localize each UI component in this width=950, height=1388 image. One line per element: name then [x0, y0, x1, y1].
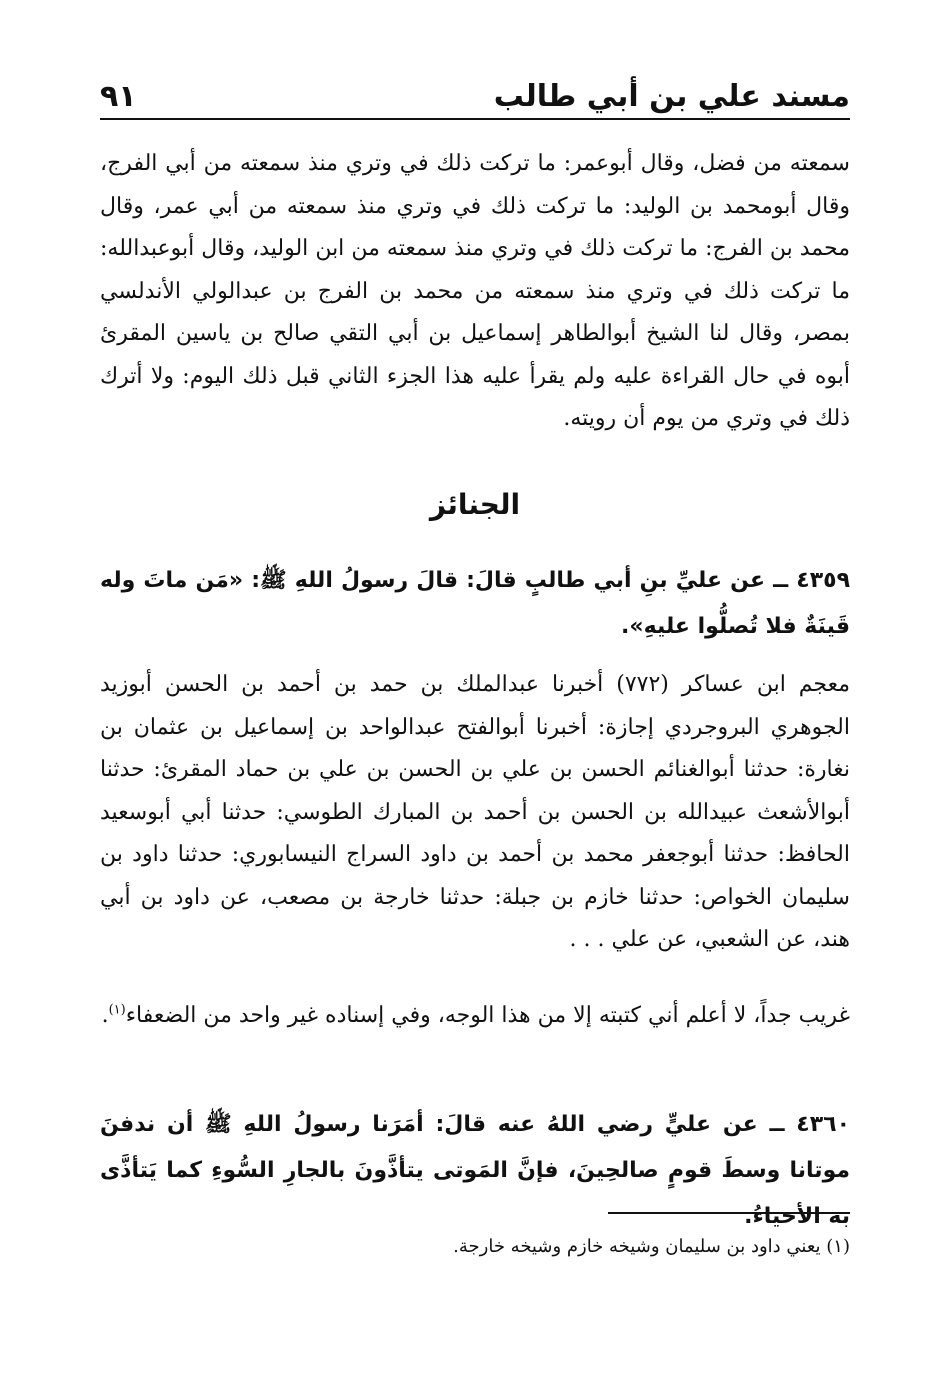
comment-paragraph — [100, 995, 850, 1038]
comment-text: غريب جداً، لا أعلم أني كتبته إلا من هذا الوجه، وفي إسناده غير واحد من الضعفاء — [125, 1003, 850, 1028]
footnote: (١) يعني داود بن سليمان وشيخه خازم وشيخه خارجة. — [453, 1236, 850, 1257]
hadith-4360: ٤٣٦٠ ــ عن عليٍّ رضي اللهُ عنه قالَ: أمَرَنا رسولُ اللهِ ﷺ أن ندفنَ موتانا وسطَ قومٍ صالحِينَ، فإنَّ المَوتى يتأذَّونَ بالجارِ السُّوءِ كما يَتأذَّى به الأحياءُ. — [100, 1112, 850, 1229]
comment-end: . — [101, 1003, 109, 1028]
source-paragraph: معجم ابن عساكر (٧٧٢) أخبرنا عبدالملك بن حمد بن أحمد بن الحسن أبوزيد الجوهري البروجردي إجازة: أخبرنا أبوالفتح عبدالواحد بن إسماعيل بن عثمان بن نغارة: حدثنا أبوالغنائم الحسن بن علي بن الحسن بن علي بن حماد المقرئ: حدثنا أبوالأشعث عبيدالله بن الحسن بن أحمد بن المبارك الطوسي: حدثنا أبي أبوسعيد الحافظ: حدثنا أبوجعفر محمد بن أحمد بن داود السراج النيسابوري: حدثنا داود بن سليمان الخواص: حدثنا خازم بن جبلة: حدثنا خارجة بن مصعب، عن داود بن أبي هند، عن الشعبي، عن علي . . . — [100, 672, 850, 952]
section-heading: الجنائز — [429, 488, 521, 521]
footnote-rule — [608, 1212, 850, 1214]
hadith-4359: ٤٣٥٩ ــ عن عليِّ بنِ أبي طالبٍ قالَ: قالَ رسولُ اللهِ ﷺ: «مَن ماتَ وله قَينَةٌ فلا تُصلُّوا عليهِ». — [100, 568, 850, 639]
header-rule — [100, 118, 850, 120]
page-number: ٩١ — [100, 79, 137, 114]
running-title: مسند علي بن أبي طالب — [493, 79, 850, 114]
intro-paragraph: سمعته من فضل، وقال أبوعمر: ما تركت ذلك في وتري منذ سمعته من أبي الفرج، وقال أبومحمد بن الوليد: ما تركت ذلك في وتري منذ سمعته من أبي عمر، وقال محمد بن الفرج: ما تركت ذلك في وتري منذ سمعته من ابن الوليد، وقال أبوعبدالله: ما تركت ذلك في وتري منذ سمعته من محمد بن الفرج بن عبدالولي الأندلسي بمصر، وقال لنا الشيخ أبوالطاهر إسماعيل بن أبي التقي صالح بن ياسين المقرئ أبوه في حال القراءة عليه ولم يقرأ عليه هذا الجزء الثاني قبل ذلك اليوم: ولا أترك ذلك في وتري من يوم أن رويته. — [100, 151, 850, 431]
footnote-marker: (١) — [108, 1002, 126, 1018]
page-header — [100, 70, 850, 112]
